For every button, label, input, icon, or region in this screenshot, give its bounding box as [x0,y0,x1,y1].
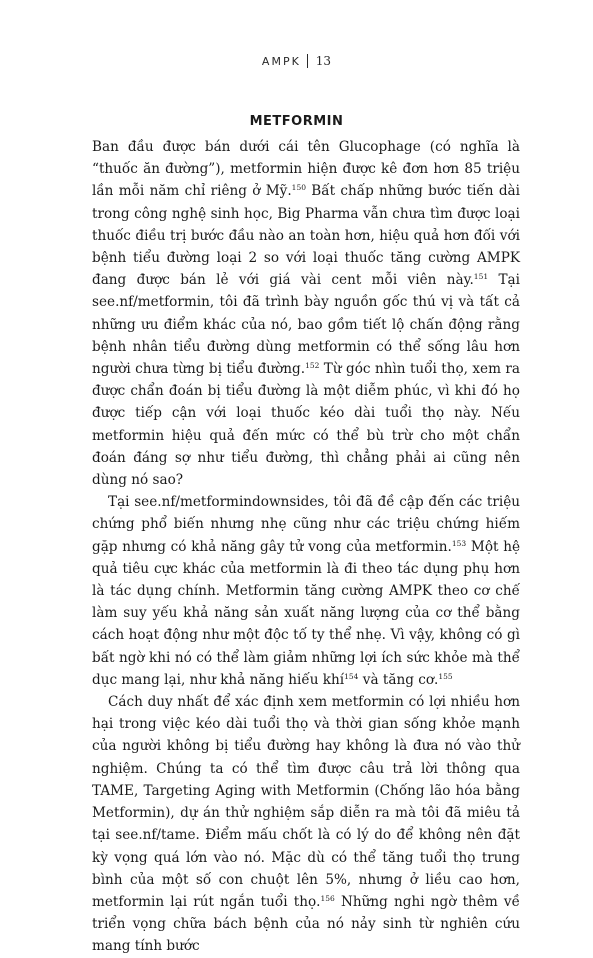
section-title: METFORMIN [249,114,344,129]
footnote-ref[interactable]: 150 [291,183,306,193]
paragraph-text: Những nghi ngờ thêm về triển vọng chữa bách bệnh của nó nảy sinh từ nghiên cứu mang tính bước [92,893,520,955]
paragraph-1 [92,136,520,491]
footnote-ref[interactable]: 155 [438,671,453,681]
header-divider [307,54,308,68]
paragraph-3 [92,691,520,957]
paragraph-text: Bất chấp những bước tiến dài trong công nghệ sinh học, Big Pharma vẫn chưa tìm được loại thuốc điều trị bước đầu nào an toàn hơn, hiệu quả hơn đối với bệnh tiểu đường loại 2 so với loại thuốc tăng cường AMPK đang được bán lẻ với giá vài cent mỗi viên này. [92,183,520,289]
paragraph-text: Ban đầu được bán dưới cái tên Glucophage (có nghĩa là “thuốc ăn đường”), metformin hiện được kê đơn hơn 85 triệu lần mỗi năm chỉ riêng ở Mỹ. [92,139,520,200]
paragraph-text: Tại see.nf/metformin, tôi đã trình bày nguồn gốc thú vị và tất cả những ưu điểm khác của nó, bao gồm tiết lộ chấn động rằng bệnh nhân tiểu đường dùng metformin có thể sống lâu hơn người chưa từng bị tiểu đường. [92,272,520,378]
paragraph-text: Một hệ quả tiêu cực khác của metformin là đi theo tác dụng phụ hơn là tác dụng chính. Metformin tăng cường AMPK theo cơ chế làm suy yếu khả năng sản xuất năng lượng của cơ thể bằng cách hoạt động như một độc tố ty thể nhẹ. Vì vậy, không có gì bất ngờ khi nó có thể làm giảm những lợi ích sức khỏe mà thể dục mang lại, như khả năng hiếu khí [92,538,520,688]
paragraph-text: Cách duy nhất để xác định xem metformin có lợi nhiều hơn hại trong việc kéo dài tuổi thọ và thời gian sống khỏe mạnh của người không bị tiểu đường hay không là đưa nó vào thử nghiệm. Chúng ta có thể tìm được câu trả lời thông qua TAME, Targeting Aging with Metformin (Chống lão hóa bằng Metformin), dự án thử nghiệm sắp diễn ra mà tôi đã miêu tả tại see.nf/tame. Điểm mấu chốt là có lý do để không nên đặt kỳ vọng quá lớn vào nó. Mặc dù có thể tăng tuổi thọ trung bình của một số con chuột lên 5%, nhưng ở liều cao hơn, metformin lại rút ngắn tuổi thọ. [92,694,520,910]
footnote-ref[interactable]: 154 [344,671,359,681]
running-head [0,54,593,68]
footnote-ref[interactable]: 153 [451,538,467,548]
page-number: 13 [315,54,332,68]
paragraph-2 [92,491,520,691]
footnote-ref[interactable]: 156 [320,893,335,903]
footnote-ref[interactable]: 151 [473,272,489,282]
paragraph-text: Từ góc nhìn tuổi thọ, xem ra được chẩn đoán bị tiểu đường là một diễm phúc, vì khi đó họ được tiếp cận với loại thuốc kéo dài tuổi thọ này. Nếu metformin hiệu quả đến mức có thể bù trừ cho một chẩn đoán đáng sợ như tiểu đường, thì chẳng phải ai cũng nên dùng nó sao? [92,361,520,489]
paragraph-text: và tăng cơ. [358,671,439,688]
footnote-ref[interactable]: 152 [305,361,320,371]
body-text [92,136,520,958]
chapter-title: AMPK [261,55,301,68]
paragraph-text: Tại see.nf/metformindownsides, tôi đã đề cập đến các triệu chứng phổ biến nhưng nhẹ cũng như các triệu chứng hiếm gặp nhưng có khả năng gây tử vong của metformin. [92,494,520,555]
